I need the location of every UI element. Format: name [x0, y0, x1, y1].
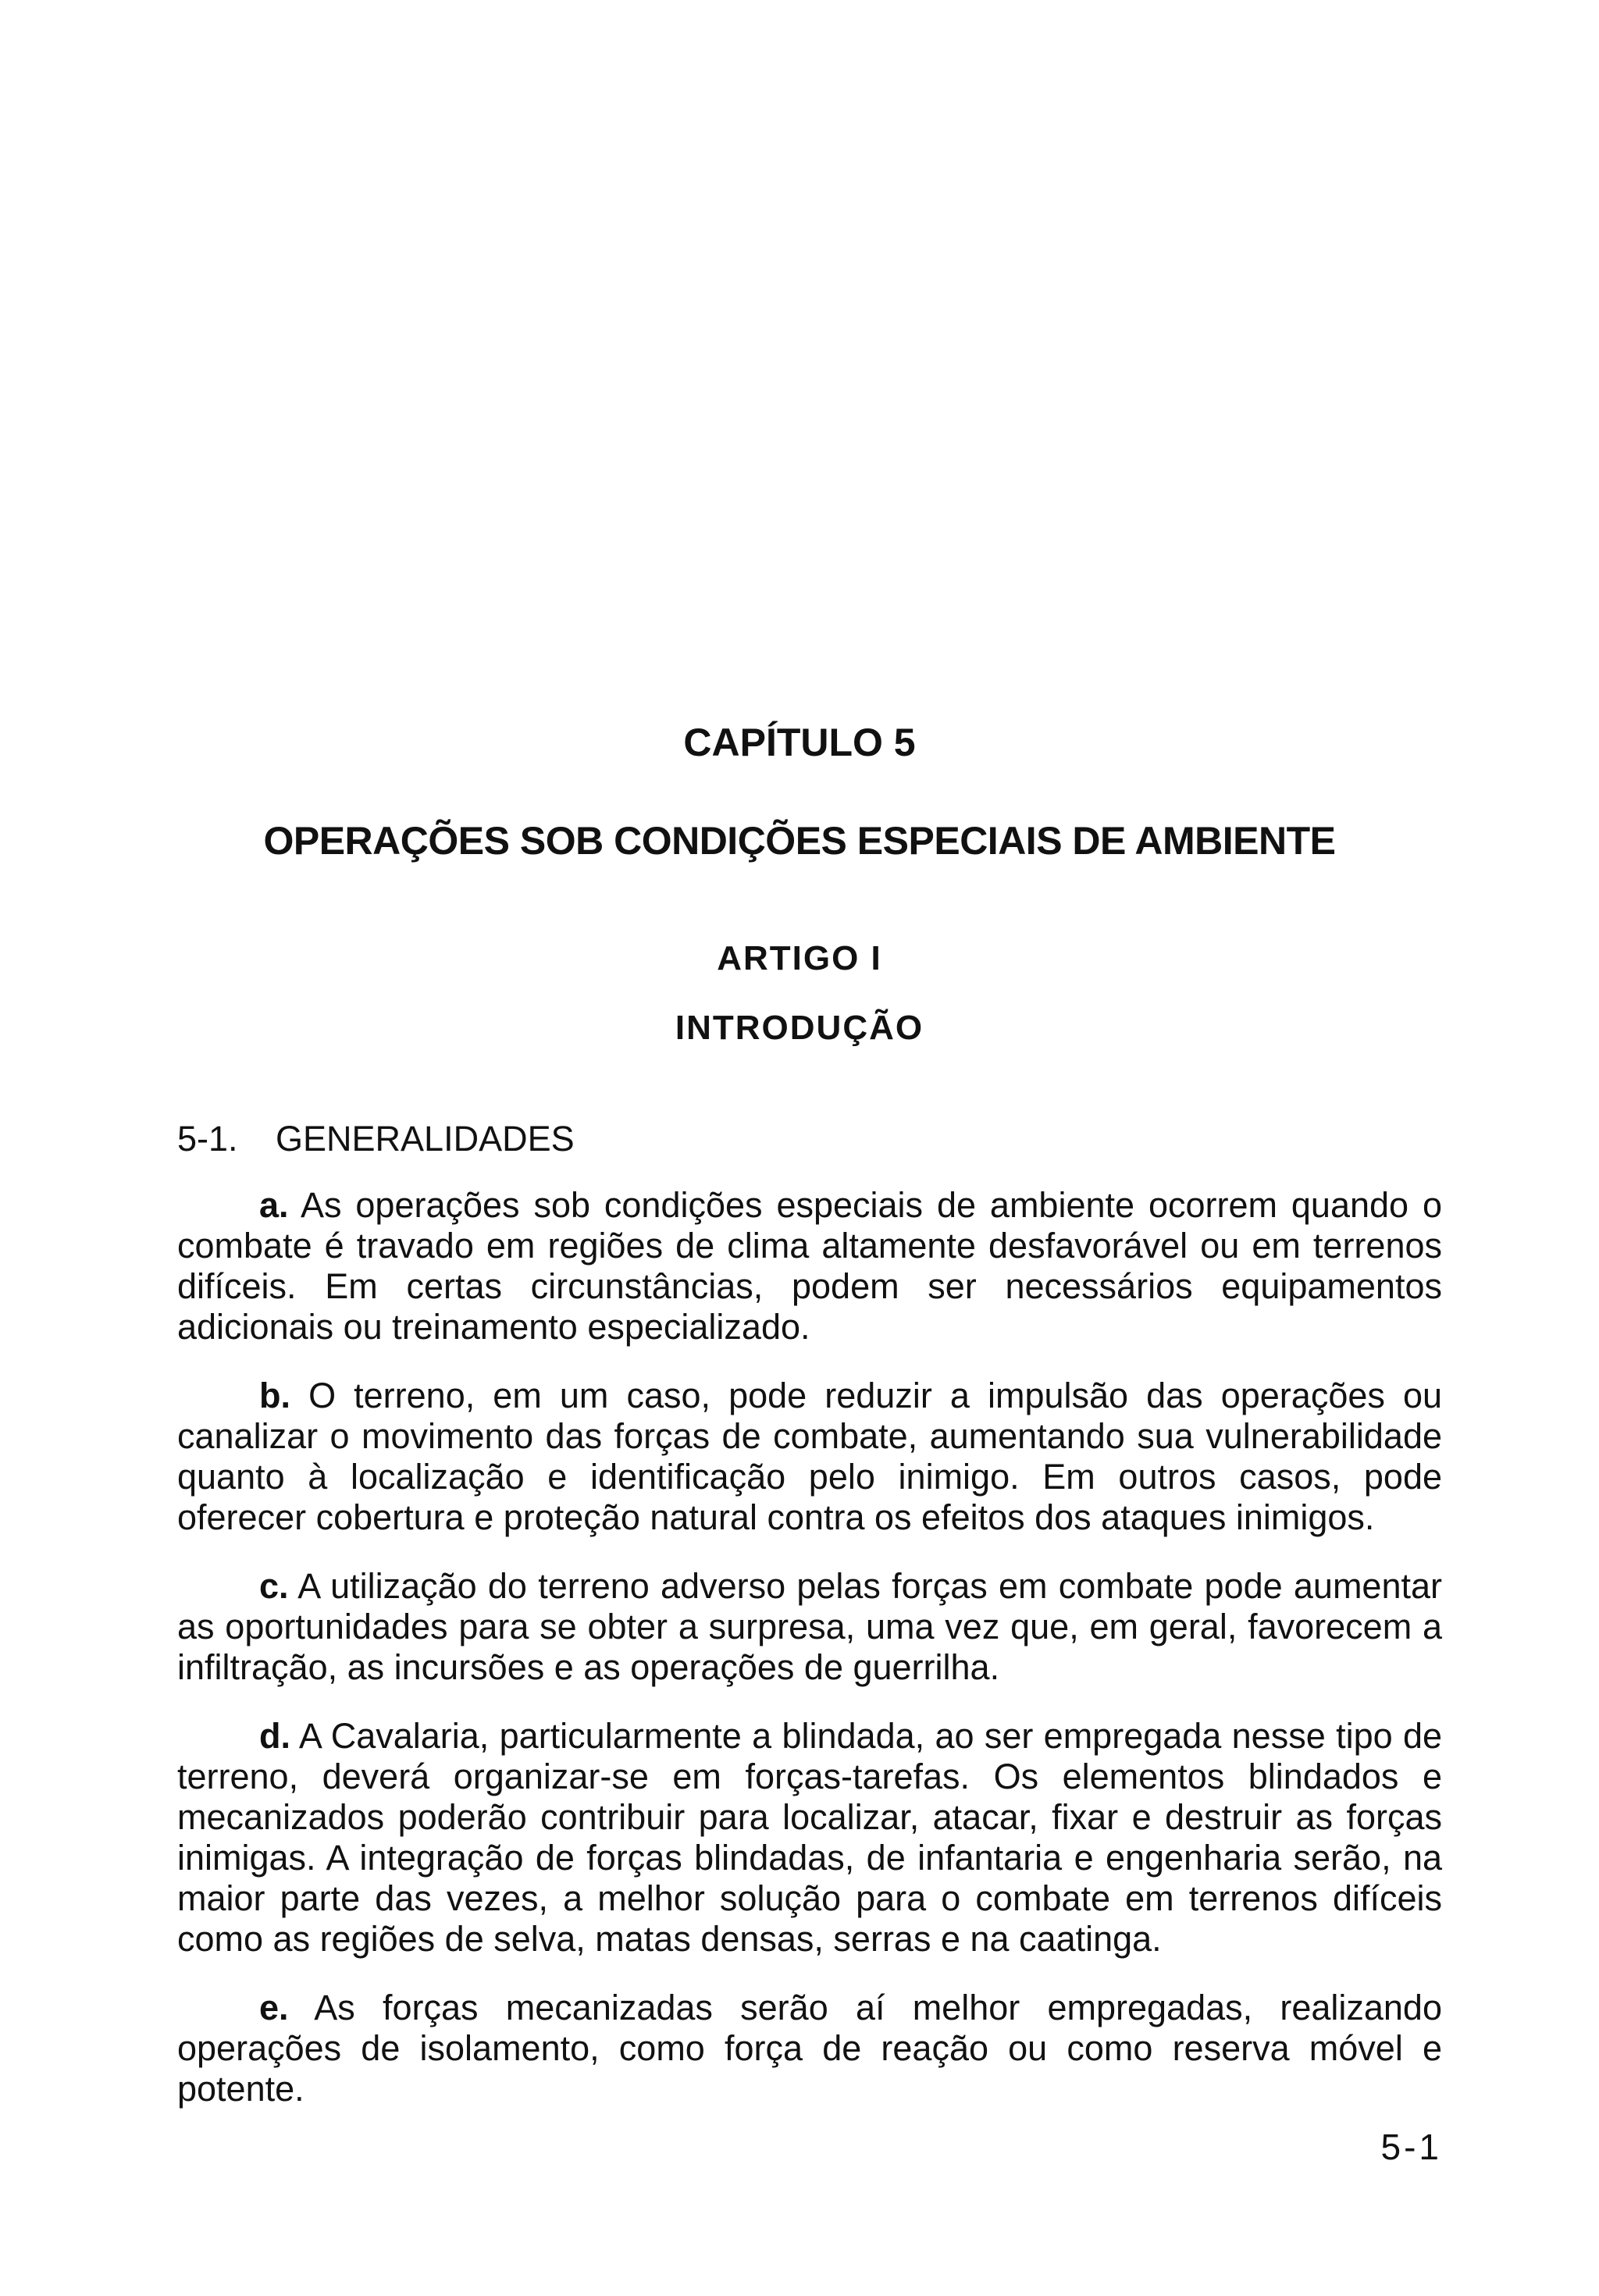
paragraph-b — [177, 1376, 1442, 1538]
chapter-subtitle: OPERAÇÕES SOB CONDIÇÕES ESPECIAIS DE AMBIENTE — [263, 819, 1336, 863]
chapter-title: CAPÍTULO 5 — [683, 721, 916, 764]
paragraph-text: A Cavalaria, particularmente a blindada, ao ser empregada nesse tipo de terreno, deverá organizar-se em forças-tarefas. Os elementos blindados e mecanizados poderão contribuir para localizar, atacar, fixar e destruir as forças inimigas. A integração de forças blindadas, de infantaria e engenharia serão, na maior parte das vezes, a melhor solução para o combate em terrenos difíceis como as regiões de selva, matas densas, serras e na caatinga. — [177, 1716, 1442, 1959]
paragraph-letter: c. — [259, 1566, 289, 1606]
paragraph-text: O terreno, em um caso, pode reduzir a impulsão das operações ou canalizar o movimento das forças de combate, aumentando sua vulnerabilidade quanto à localização e identificação pelo inimigo. Em outros casos, pode oferecer cobertura e proteção natural contra os efeitos dos ataques inimigos. — [177, 1376, 1442, 1537]
section-number: 5-1. — [177, 1119, 238, 1159]
paragraph-a — [177, 1185, 1442, 1347]
paragraph-text: As operações sob condições especiais de ambiente ocorrem quando o combate é travado em regiões de clima altamente desfavorável ou em terrenos difíceis. Em certas circunstâncias, podem ser necessários equipamentos adicionais ou treinamento especializado. — [177, 1185, 1442, 1347]
section-heading — [177, 1119, 575, 1159]
paragraph-text: As forças mecanizadas serão aí melhor empregadas, realizando operações de isolamento, como força de reação ou como reserva móvel e potente. — [177, 1988, 1442, 2109]
paragraph-d — [177, 1716, 1442, 1960]
paragraph-c — [177, 1566, 1442, 1688]
paragraph-letter: a. — [259, 1185, 289, 1225]
article-subtitle: INTRODUÇÃO — [675, 1009, 924, 1047]
paragraph-letter: e. — [259, 1988, 289, 2027]
paragraph-e — [177, 1988, 1442, 2109]
section-title: GENERALIDADES — [276, 1119, 575, 1159]
paragraph-text: A utilização do terreno adverso pelas forças em combate pode aumentar as oportunidades para se obter a surpresa, uma vez que, em geral, favorecem a infiltração, as incursões e as operações de guerrilha. — [177, 1566, 1442, 1687]
paragraph-letter: b. — [259, 1376, 290, 1415]
paragraph-letter: d. — [259, 1716, 290, 1756]
article-title: ARTIGO I — [717, 939, 882, 977]
body-text — [177, 1185, 1442, 2138]
page-number: 5-1 — [1380, 2127, 1442, 2167]
